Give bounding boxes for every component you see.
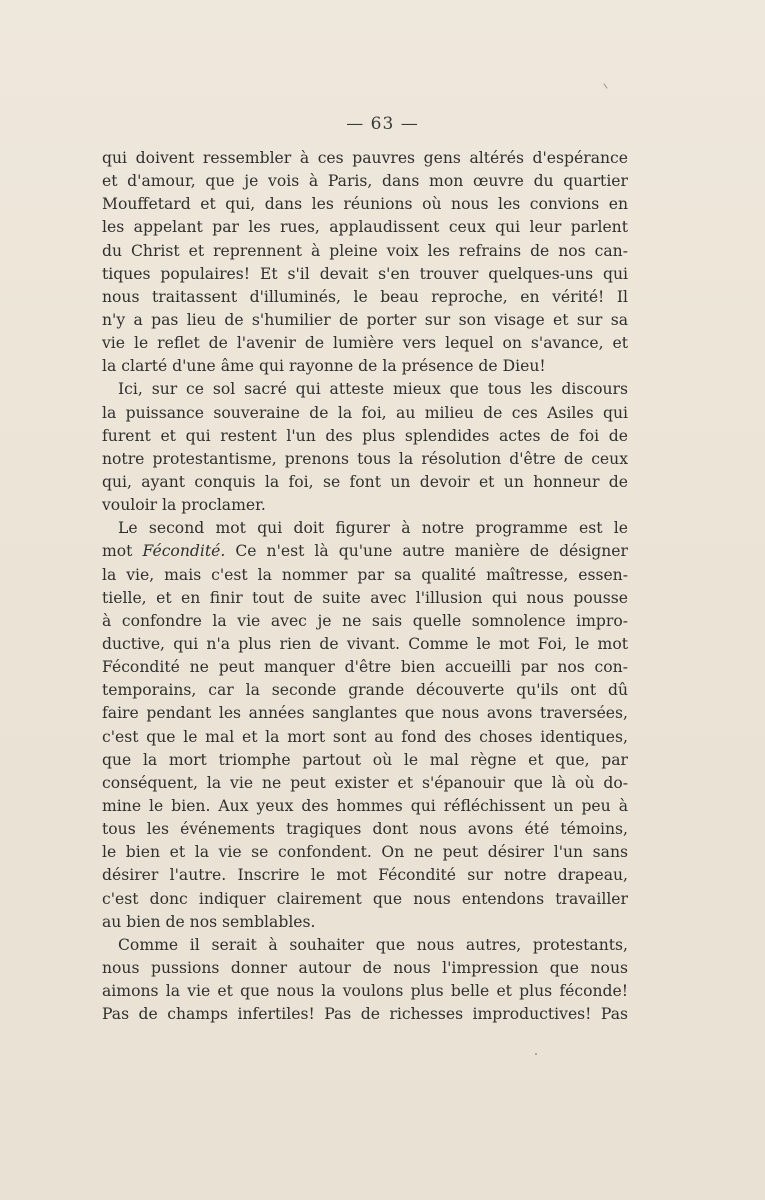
text-line: qui doivent ressembler à ces pauvres gens altérés d'espérance [102,149,628,167]
text-line: ductive, qui n'a plus rien de vivant. Comme le mot Foi, le mot [102,634,628,653]
body-text [102,147,628,1026]
paper-speck [535,1053,537,1055]
text-line: tous les événements tragiques dont nous avons été témoins, [102,820,628,839]
text-line: Mouffetard et qui, dans les réunions où nous les convions en [102,195,628,214]
text-line: furent et qui restent l'un des plus splendides actes de foi de [102,426,628,445]
text-line: du Christ et reprennent à pleine voix les refrains de nos can- [102,241,628,260]
text-fragment: Ce n'est là qu'une autre manière de désigner [235,542,628,561]
text-line: la vie, mais c'est la nommer par sa qualité maîtresse, essen- [102,565,628,584]
text-line: mine le bien. Aux yeux des hommes qui réfléchissent un peu à [102,796,628,815]
text-line: aimons la vie et que nous la voulons plus belle et plus féconde! [102,982,628,1001]
text-line: la puissance souveraine de la foi, au milieu de ces Asiles qui [102,403,628,422]
italic-term: Fécondité. [142,542,226,561]
page-number: — 63 — [346,114,419,134]
text-line: Pas de champs infertiles! Pas de richesses improductives! Pas [102,1005,628,1024]
text-line: c'est donc indiquer clairement que nous entendons travailler [102,889,628,908]
text-line: faire pendant les années sanglantes que nous avons traversées, [102,704,628,723]
text-line: temporains, car la seconde grande découverte qu'ils ont dû [102,681,628,700]
text-line: tiques populaires! Et s'il devait s'en trouver quelques-uns qui [102,264,628,283]
text-line: la clarté d'une âme qui rayonne de la présence de Dieu! [102,357,546,376]
text-line: c'est que le mal et la mort sont au fond des choses identiques, [102,727,628,746]
text-line: nous pussions donner autour de nous l'impression que nous [102,958,628,977]
text-line: le bien et la vie se confondent. On ne peut désirer l'un sans [102,843,628,862]
text-line: au bien de nos semblables. [102,912,316,931]
text-line: vouloir la proclamer. [102,496,266,515]
text-line: nous traitassent d'illuminés, le beau reproche, en vérité! Il [102,287,628,306]
text-line: désirer l'autre. Inscrire le mot Fécondité sur notre drapeau, [102,866,628,885]
paper-speck [603,83,607,88]
text-line: Ici, sur ce sol sacré qui atteste mieux que tous les discours [118,380,628,399]
text-line: Le second mot qui doit figurer à notre programme est le [118,519,628,538]
text-line: tielle, et en finir tout de suite avec l'illusion qui nous pousse [102,588,628,607]
text-fragment: mot [102,542,133,561]
text-line: Comme il serait à souhaiter que nous autres, protestants, [118,935,628,954]
text-line: notre protestantisme, prenons tous la résolution d'être de ceux [102,449,628,468]
text-line: que la mort triomphe partout où le mal règne et que, par [102,750,628,769]
text-line: Fécondité ne peut manquer d'être bien accueilli par nos con- [102,658,628,677]
text-line-mixed [102,540,628,563]
text-line: et d'amour, que je vois à Paris, dans mon œuvre du quartier [102,172,628,191]
text-line: à confondre la vie avec je ne sais quelle somnolence impro- [102,611,628,630]
text-line: les appelant par les rues, applaudissent ceux qui leur parlent [102,218,628,237]
text-line: vie le reflet de l'avenir de lumière vers lequel on s'avance, et [102,334,628,353]
text-line: qui, ayant conquis la foi, se font un devoir et un honneur de [102,472,628,491]
text-line: n'y a pas lieu de s'humilier de porter sur son visage et sur sa [102,310,628,329]
text-line: conséquent, la vie ne peut exister et s'épanouir que là où do- [102,773,628,792]
